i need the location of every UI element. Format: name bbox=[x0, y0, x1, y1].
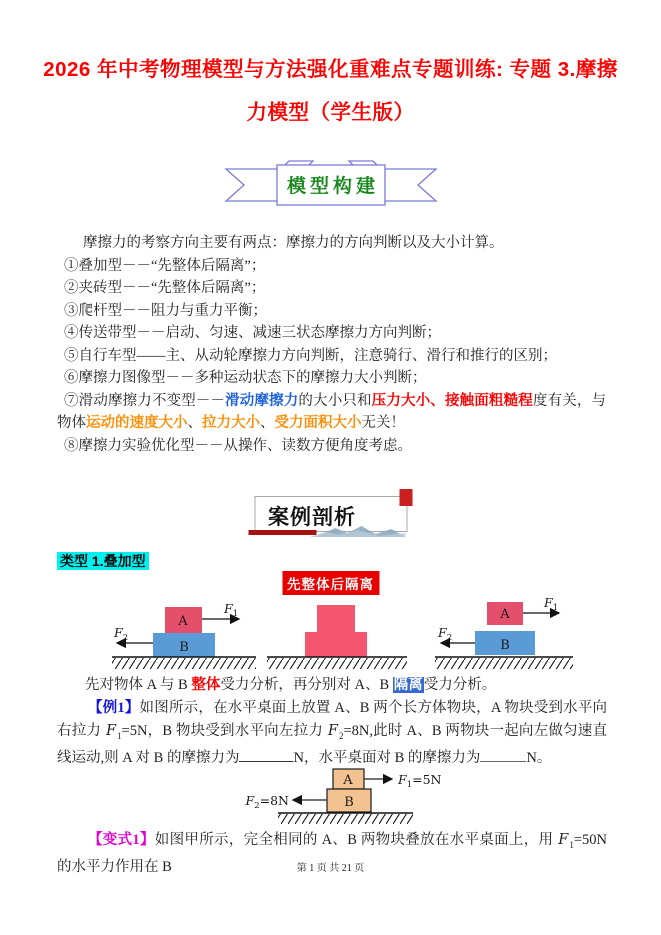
model-ribbon-banner bbox=[223, 158, 439, 220]
ground-hatch bbox=[112, 658, 256, 669]
item7-mid2: 度有关，与物体 bbox=[57, 392, 607, 431]
ground-hatch bbox=[267, 658, 407, 669]
type-label-row bbox=[57, 551, 149, 571]
force-label-f2: $F_2$ bbox=[114, 625, 129, 643]
page-footer: 第 1 页 共 21 页 bbox=[296, 863, 365, 874]
f2-symbol: F bbox=[327, 722, 338, 739]
intro-item-2: ②夹砖型－－“先整体后隔离”； bbox=[64, 280, 266, 296]
intro-item-5: ⑤自行车型——主、从动轮摩擦力方向判断，注意骑行、滑行和推行的区别； bbox=[64, 347, 557, 364]
block-a-label: A bbox=[500, 607, 510, 622]
item7-mid1: 的大小只和 bbox=[298, 392, 372, 409]
intro-item-6: ⑥摩擦力图像型－－多种运动状态下的摩擦力大小判断； bbox=[64, 370, 427, 386]
analysis-end: 受力分析。 bbox=[423, 677, 497, 693]
intro-item-3: ③爬杆型－－阻力与重力平衡； bbox=[64, 302, 267, 319]
analysis-whole: 整体 bbox=[191, 677, 221, 693]
intro-item-8: ⑧摩擦力实验优化型－－从操作、读数方便角度考虑。 bbox=[64, 437, 412, 454]
diagram-whole-middle bbox=[267, 605, 407, 669]
corner-square-icon bbox=[399, 489, 412, 506]
underline-bar bbox=[248, 530, 316, 535]
stacked-blocks-diagrams bbox=[100, 594, 580, 678]
force-label-f2: $F_2=8N$ bbox=[245, 793, 289, 811]
variation1-s1: 如图甲所示，完全相同的 A、B 两物块叠放在水平桌面上，用 bbox=[154, 832, 558, 848]
intro-paragraph bbox=[57, 232, 606, 457]
example1-s5: N。 bbox=[526, 749, 552, 766]
example1-figure bbox=[232, 758, 472, 830]
type-label: 类型 1.叠加型 bbox=[57, 552, 149, 570]
analysis-sentence bbox=[85, 674, 605, 696]
whole-top-block bbox=[317, 605, 355, 633]
block-a-label: A bbox=[178, 614, 188, 629]
item7-sep2: 、 bbox=[260, 415, 275, 431]
block-a-label: A bbox=[343, 773, 353, 788]
intro-item-7 bbox=[57, 390, 606, 435]
ground-hatch bbox=[278, 814, 413, 824]
f2-subscript: 2 bbox=[338, 730, 344, 741]
force-label-f1: $F_1$ bbox=[544, 595, 559, 613]
ribbon-label: 模型构建 bbox=[286, 176, 379, 197]
example1-s4: N，水平桌面对 B 的摩擦力为 bbox=[293, 749, 481, 766]
force-label-f1: $F_1=5N$ bbox=[398, 772, 442, 790]
item7-sep1: 、 bbox=[187, 415, 202, 431]
method-tag: 先整体后隔离 bbox=[282, 571, 379, 595]
item7-pressure: 压力大小、接触面粗糙程 bbox=[371, 392, 533, 409]
case-banner-label: 案例剖析 bbox=[268, 506, 356, 529]
intro-item-4: ④传送带型－－启动、匀速、减速三状态摩擦力方向判断； bbox=[64, 325, 441, 341]
intro-item-1: ①叠加型－－“先整体后隔离”； bbox=[64, 257, 266, 274]
document-title: 2026 年中考物理模型与方法强化重难点专题训练: 专题 3.摩擦力模型（学生版） bbox=[43, 58, 618, 124]
item7-end: 无关！ bbox=[361, 415, 405, 431]
mountain-icon bbox=[309, 523, 405, 537]
example1-s2: =5N，B 物块受到水平向左拉力 bbox=[121, 722, 327, 739]
item7-pre: ⑦滑动摩擦力不变型－－ bbox=[64, 392, 225, 409]
answer-blank-2 bbox=[480, 748, 526, 762]
f1-symbol: F bbox=[105, 722, 117, 739]
whole-base-block bbox=[305, 632, 367, 657]
f1-subscript: 1 bbox=[117, 730, 122, 741]
diagram-combined-left bbox=[112, 601, 256, 669]
item7-pull: 拉力大小 bbox=[202, 415, 260, 431]
block-b-label: B bbox=[500, 638, 510, 653]
block-b-label: B bbox=[344, 795, 354, 810]
force-label-f1: $F_1$ bbox=[224, 601, 239, 619]
ground-hatch bbox=[435, 658, 573, 669]
f1-subscript: 1 bbox=[569, 839, 574, 850]
variation1-tag: 【变式1】 bbox=[88, 832, 155, 848]
intro-lead: 摩擦力的考察方向主要有两点：摩擦力的方向判断以及大小计算。 bbox=[83, 235, 504, 251]
block-b-label: B bbox=[179, 640, 189, 655]
example1-s3: =8N,此时 A、B 两物块一起向左做匀速直线运动,则 A 对 B 的摩擦力为 bbox=[57, 722, 607, 766]
f1-symbol: F bbox=[558, 832, 569, 848]
item7-speed: 运动的速度大小 bbox=[86, 415, 188, 431]
analysis-mid: 受力分析，再分别对 A、B bbox=[220, 677, 393, 693]
example1-s1: 如图所示，在水平桌面上放置 A、B 两个长方体物块，A 物块受到水平向右拉力 bbox=[57, 700, 608, 739]
case-analysis-banner bbox=[254, 496, 407, 532]
analysis-pre: 先对物体 A 与 B bbox=[85, 677, 192, 693]
item7-sliding-friction: 滑动摩擦力 bbox=[224, 392, 299, 409]
diagram-isolated-right bbox=[435, 595, 573, 669]
force-label-f2: $F_2$ bbox=[438, 625, 453, 643]
variation1-s2: =50N 的水平力作用在 B bbox=[57, 832, 608, 876]
analysis-isolate: 隔离 bbox=[393, 677, 423, 693]
item7-area: 受力面积大小 bbox=[274, 415, 362, 431]
example1-tag: 【例1】 bbox=[88, 700, 140, 716]
